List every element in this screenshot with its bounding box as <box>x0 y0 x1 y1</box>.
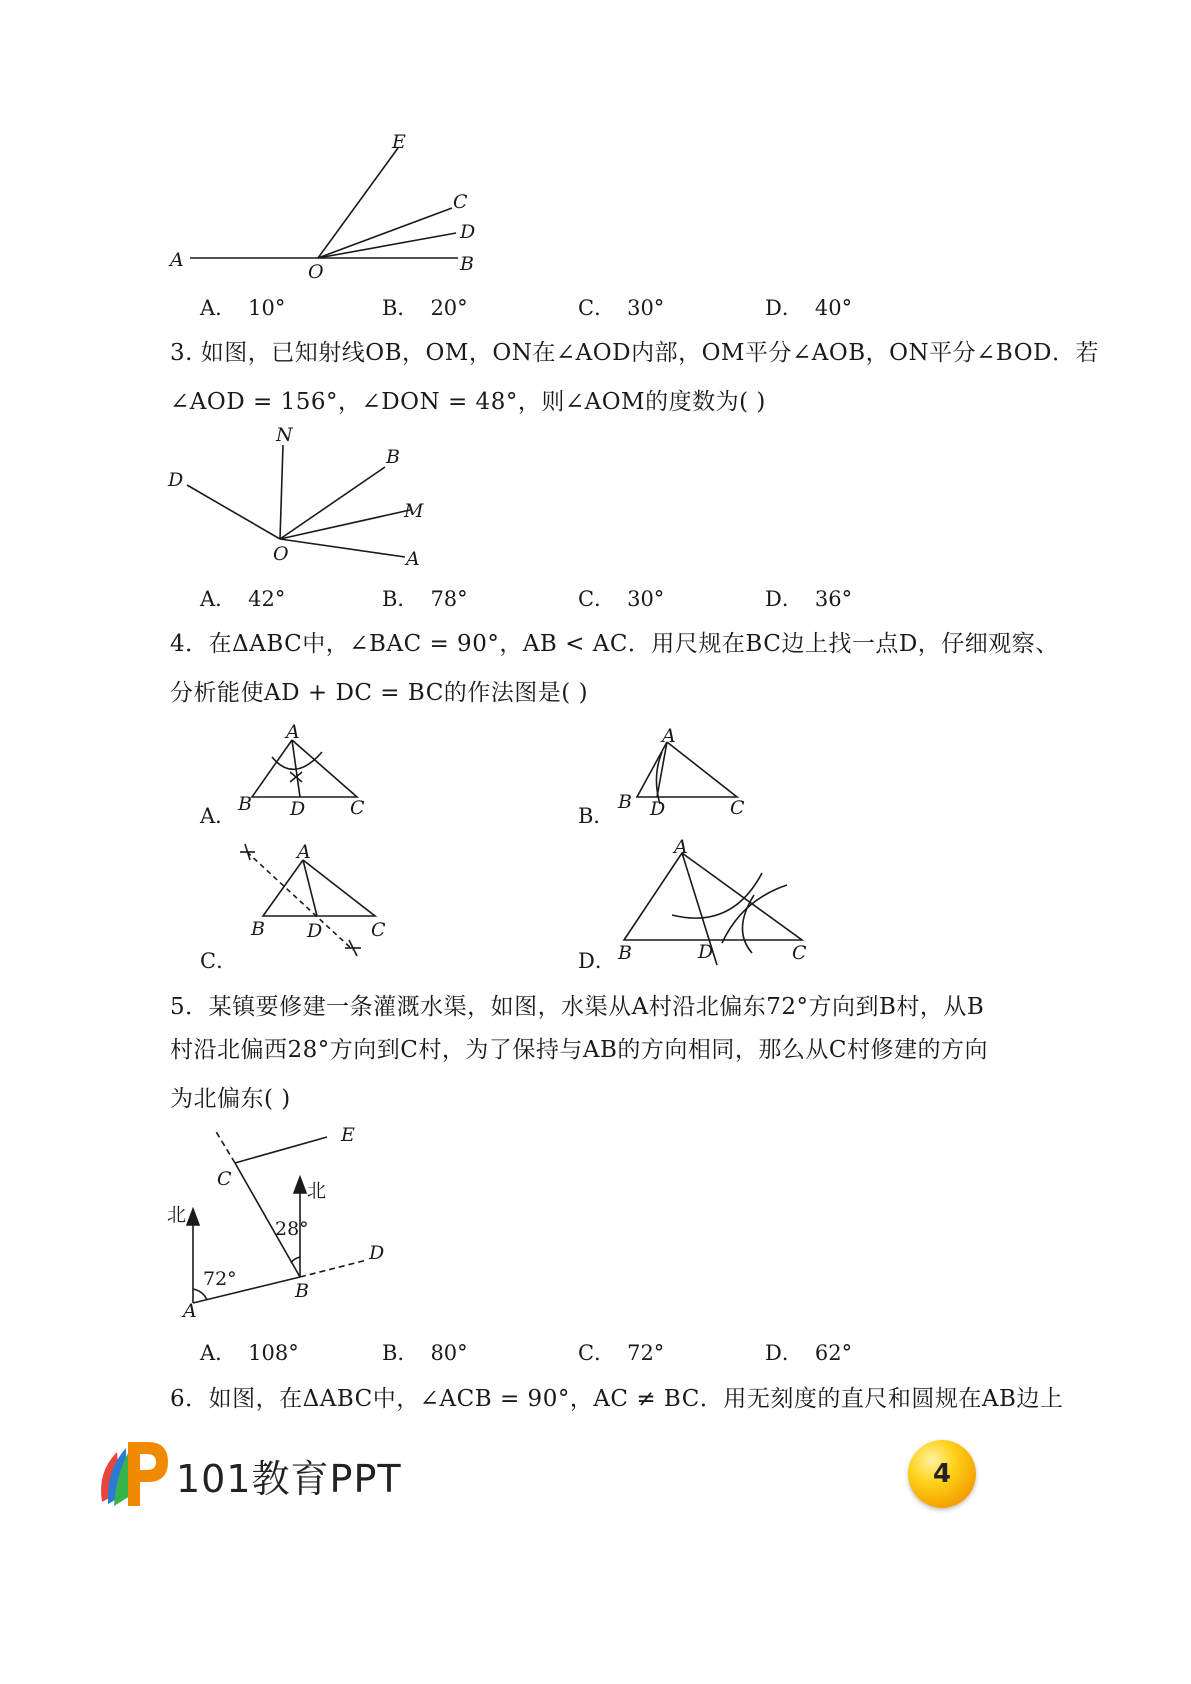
q3-option-d[interactable] <box>765 583 852 613</box>
q3-text-line2: ∠AOD = 156°，∠DON = 48°，则∠AOM的度数为( ) <box>170 389 766 415</box>
q5-label-E: E <box>341 1124 355 1146</box>
q2-option-d-letter: D． <box>765 296 803 320</box>
q5-figure <box>165 1125 405 1325</box>
q5-option-a-value: 108° <box>248 1341 299 1365</box>
q4-option-b-label[interactable]: B． <box>578 804 615 828</box>
q4d-triangle <box>624 853 802 940</box>
q3-text-line1: 3. 如图，已知射线OB，OM，ON在∠AOD内部，OM平分∠AOB，ON平分∠BOD．若 <box>170 340 1100 366</box>
q5-text-line3: 为北偏东( ) <box>170 1086 291 1112</box>
q5-option-a[interactable] <box>200 1337 299 1367</box>
q3-label-N: N <box>276 424 293 446</box>
q4d-label-C: C <box>792 942 807 964</box>
q5-north-A-arrowhead <box>187 1209 199 1225</box>
q4-option-c-label[interactable]: C． <box>200 949 238 973</box>
brand-logo-icon <box>92 1432 172 1512</box>
q3-option-c-value: 30° <box>627 587 665 611</box>
q5-text-line1: 5．某镇要修建一条灌溉水渠，如图，水渠从A村沿北偏东72°方向到B村，从B <box>170 994 985 1020</box>
q4c-label-B: B <box>251 918 265 940</box>
q4c-label-C: C <box>371 919 386 941</box>
q3-label-A: A <box>406 548 420 570</box>
q4b-label-A: A <box>662 725 676 747</box>
q2-option-d[interactable] <box>765 292 852 322</box>
q5-angle-arc-B <box>291 1257 300 1263</box>
logo-p-shape <box>128 1442 168 1506</box>
q2-ray-OE <box>318 148 398 258</box>
page-number-badge: 4 <box>908 1440 976 1508</box>
q3-option-b-value: 78° <box>430 587 468 611</box>
q3-label-D: D <box>168 469 184 491</box>
q2-option-c[interactable] <box>578 292 664 322</box>
q3-ray-OB <box>280 467 385 539</box>
q4-figure-a[interactable] <box>232 722 382 822</box>
q4-option-a-label[interactable]: A． <box>200 804 237 828</box>
q4b-label-D: D <box>650 798 666 820</box>
q2-option-b-value: 20° <box>430 296 468 320</box>
q4d-arc-2 <box>722 885 787 943</box>
q2-option-c-value: 30° <box>627 296 665 320</box>
q5-option-b-value: 80° <box>430 1341 468 1365</box>
q2-label-D: D <box>460 221 476 243</box>
q5-option-d-value: 62° <box>814 1341 853 1365</box>
q5-option-c-value: 72° <box>627 1341 665 1365</box>
q5-segment-CE <box>235 1137 327 1163</box>
q5-option-d-letter: D． <box>765 1341 803 1365</box>
q5-label-D: D <box>369 1242 385 1264</box>
q5-north-B-arrowhead <box>294 1177 306 1193</box>
q3-label-B: B <box>386 446 400 468</box>
q3-ray-OM <box>280 510 410 539</box>
q4a-label-C: C <box>350 797 365 819</box>
q3-option-a[interactable] <box>200 583 285 613</box>
q3-label-M: M <box>404 500 424 522</box>
q4d-label-B: B <box>618 942 632 964</box>
q5-label-north-B: 北 <box>307 1180 327 1202</box>
q4c-label-A: A <box>297 841 311 863</box>
q5-angle-arc-A <box>193 1289 207 1300</box>
q2-option-b-letter: B． <box>382 296 419 320</box>
q4-figure-c[interactable] <box>235 838 405 963</box>
q3-option-d-value: 36° <box>814 587 853 611</box>
q4b-label-B: B <box>618 791 632 813</box>
q4-text-line2: 分析能使AD + DC = BC的作法图是( ) <box>170 680 589 706</box>
q3-option-b-letter: B． <box>382 587 419 611</box>
q2-ray-OD <box>318 233 456 258</box>
q4d-label-D: D <box>698 941 714 963</box>
q2-ray-OC <box>318 208 452 258</box>
q5-label-28: 28° <box>275 1218 309 1240</box>
q4a-triangle <box>252 740 357 797</box>
brand-name: 101教育PPT <box>176 1457 402 1501</box>
q2-figure <box>170 130 510 283</box>
q2-label-B: B <box>460 253 474 275</box>
q2-label-E: E <box>392 131 406 153</box>
q5-option-d[interactable] <box>765 1337 852 1367</box>
q2-option-a-letter: A． <box>200 296 237 320</box>
q2-option-d-value: 40° <box>814 296 853 320</box>
q4d-arc-1 <box>672 873 762 918</box>
q4a-label-D: D <box>290 798 306 820</box>
q3-ray-OA <box>280 539 405 557</box>
q5-label-A: A <box>183 1300 197 1322</box>
q3-option-c-letter: C． <box>578 587 616 611</box>
q2-option-a[interactable] <box>200 292 285 322</box>
q3-option-b[interactable] <box>382 583 468 613</box>
q5-extension-BD <box>300 1260 367 1277</box>
q4b-triangle <box>637 742 737 797</box>
q5-option-b-letter: B． <box>382 1341 419 1365</box>
q4-figure-b[interactable] <box>612 722 762 822</box>
q5-label-north-A: 北 <box>167 1204 187 1226</box>
q4-text-line1: 4．在ΔABC中，∠BAC = 90°，AB < AC．用尺规在BC边上找一点D，仔细观察、 <box>170 631 1059 657</box>
q5-option-c[interactable] <box>578 1337 664 1367</box>
q2-label-O: O <box>308 261 324 283</box>
q5-label-C: C <box>217 1168 232 1190</box>
q4a-label-B: B <box>238 793 252 815</box>
q4d-label-A: A <box>674 836 688 858</box>
q5-label-B: B <box>295 1280 309 1302</box>
q4a-label-A: A <box>286 721 300 743</box>
q3-option-c[interactable] <box>578 583 664 613</box>
q5-label-72: 72° <box>203 1268 237 1290</box>
q5-option-b[interactable] <box>382 1337 468 1367</box>
q3-ray-ON <box>280 445 283 539</box>
q5-text-line2: 村沿北偏西28°方向到C村，为了保持与AB的方向相同，那么从C村修建的方向 <box>170 1037 988 1063</box>
q2-option-c-letter: C． <box>578 296 616 320</box>
q3-option-a-value: 42° <box>248 587 286 611</box>
q4c-label-D: D <box>307 920 323 942</box>
q4-figure-d[interactable] <box>612 835 822 965</box>
q3-label-O: O <box>273 543 289 565</box>
q2-option-a-value: 10° <box>248 296 286 320</box>
q5-option-a-letter: A． <box>200 1341 237 1365</box>
q3-figure <box>165 425 465 575</box>
q3-option-d-letter: D． <box>765 587 803 611</box>
q4b-label-C: C <box>730 797 745 819</box>
q4-option-d-label[interactable]: D． <box>578 949 616 973</box>
q2-label-C: C <box>453 191 468 213</box>
q3-option-a-letter: A． <box>200 587 237 611</box>
q6-text-line1: 6．如图，在ΔABC中，∠ACB = 90°，AC ≠ BC．用无刻度的直尺和圆规在AB边上 <box>170 1386 1064 1412</box>
q2-option-b[interactable] <box>382 292 468 322</box>
q3-ray-OD <box>187 485 280 539</box>
q4c-triangle <box>263 860 375 916</box>
q5-option-c-letter: C． <box>578 1341 616 1365</box>
q5-extension-C <box>215 1130 235 1163</box>
q2-label-A: A <box>170 249 184 271</box>
